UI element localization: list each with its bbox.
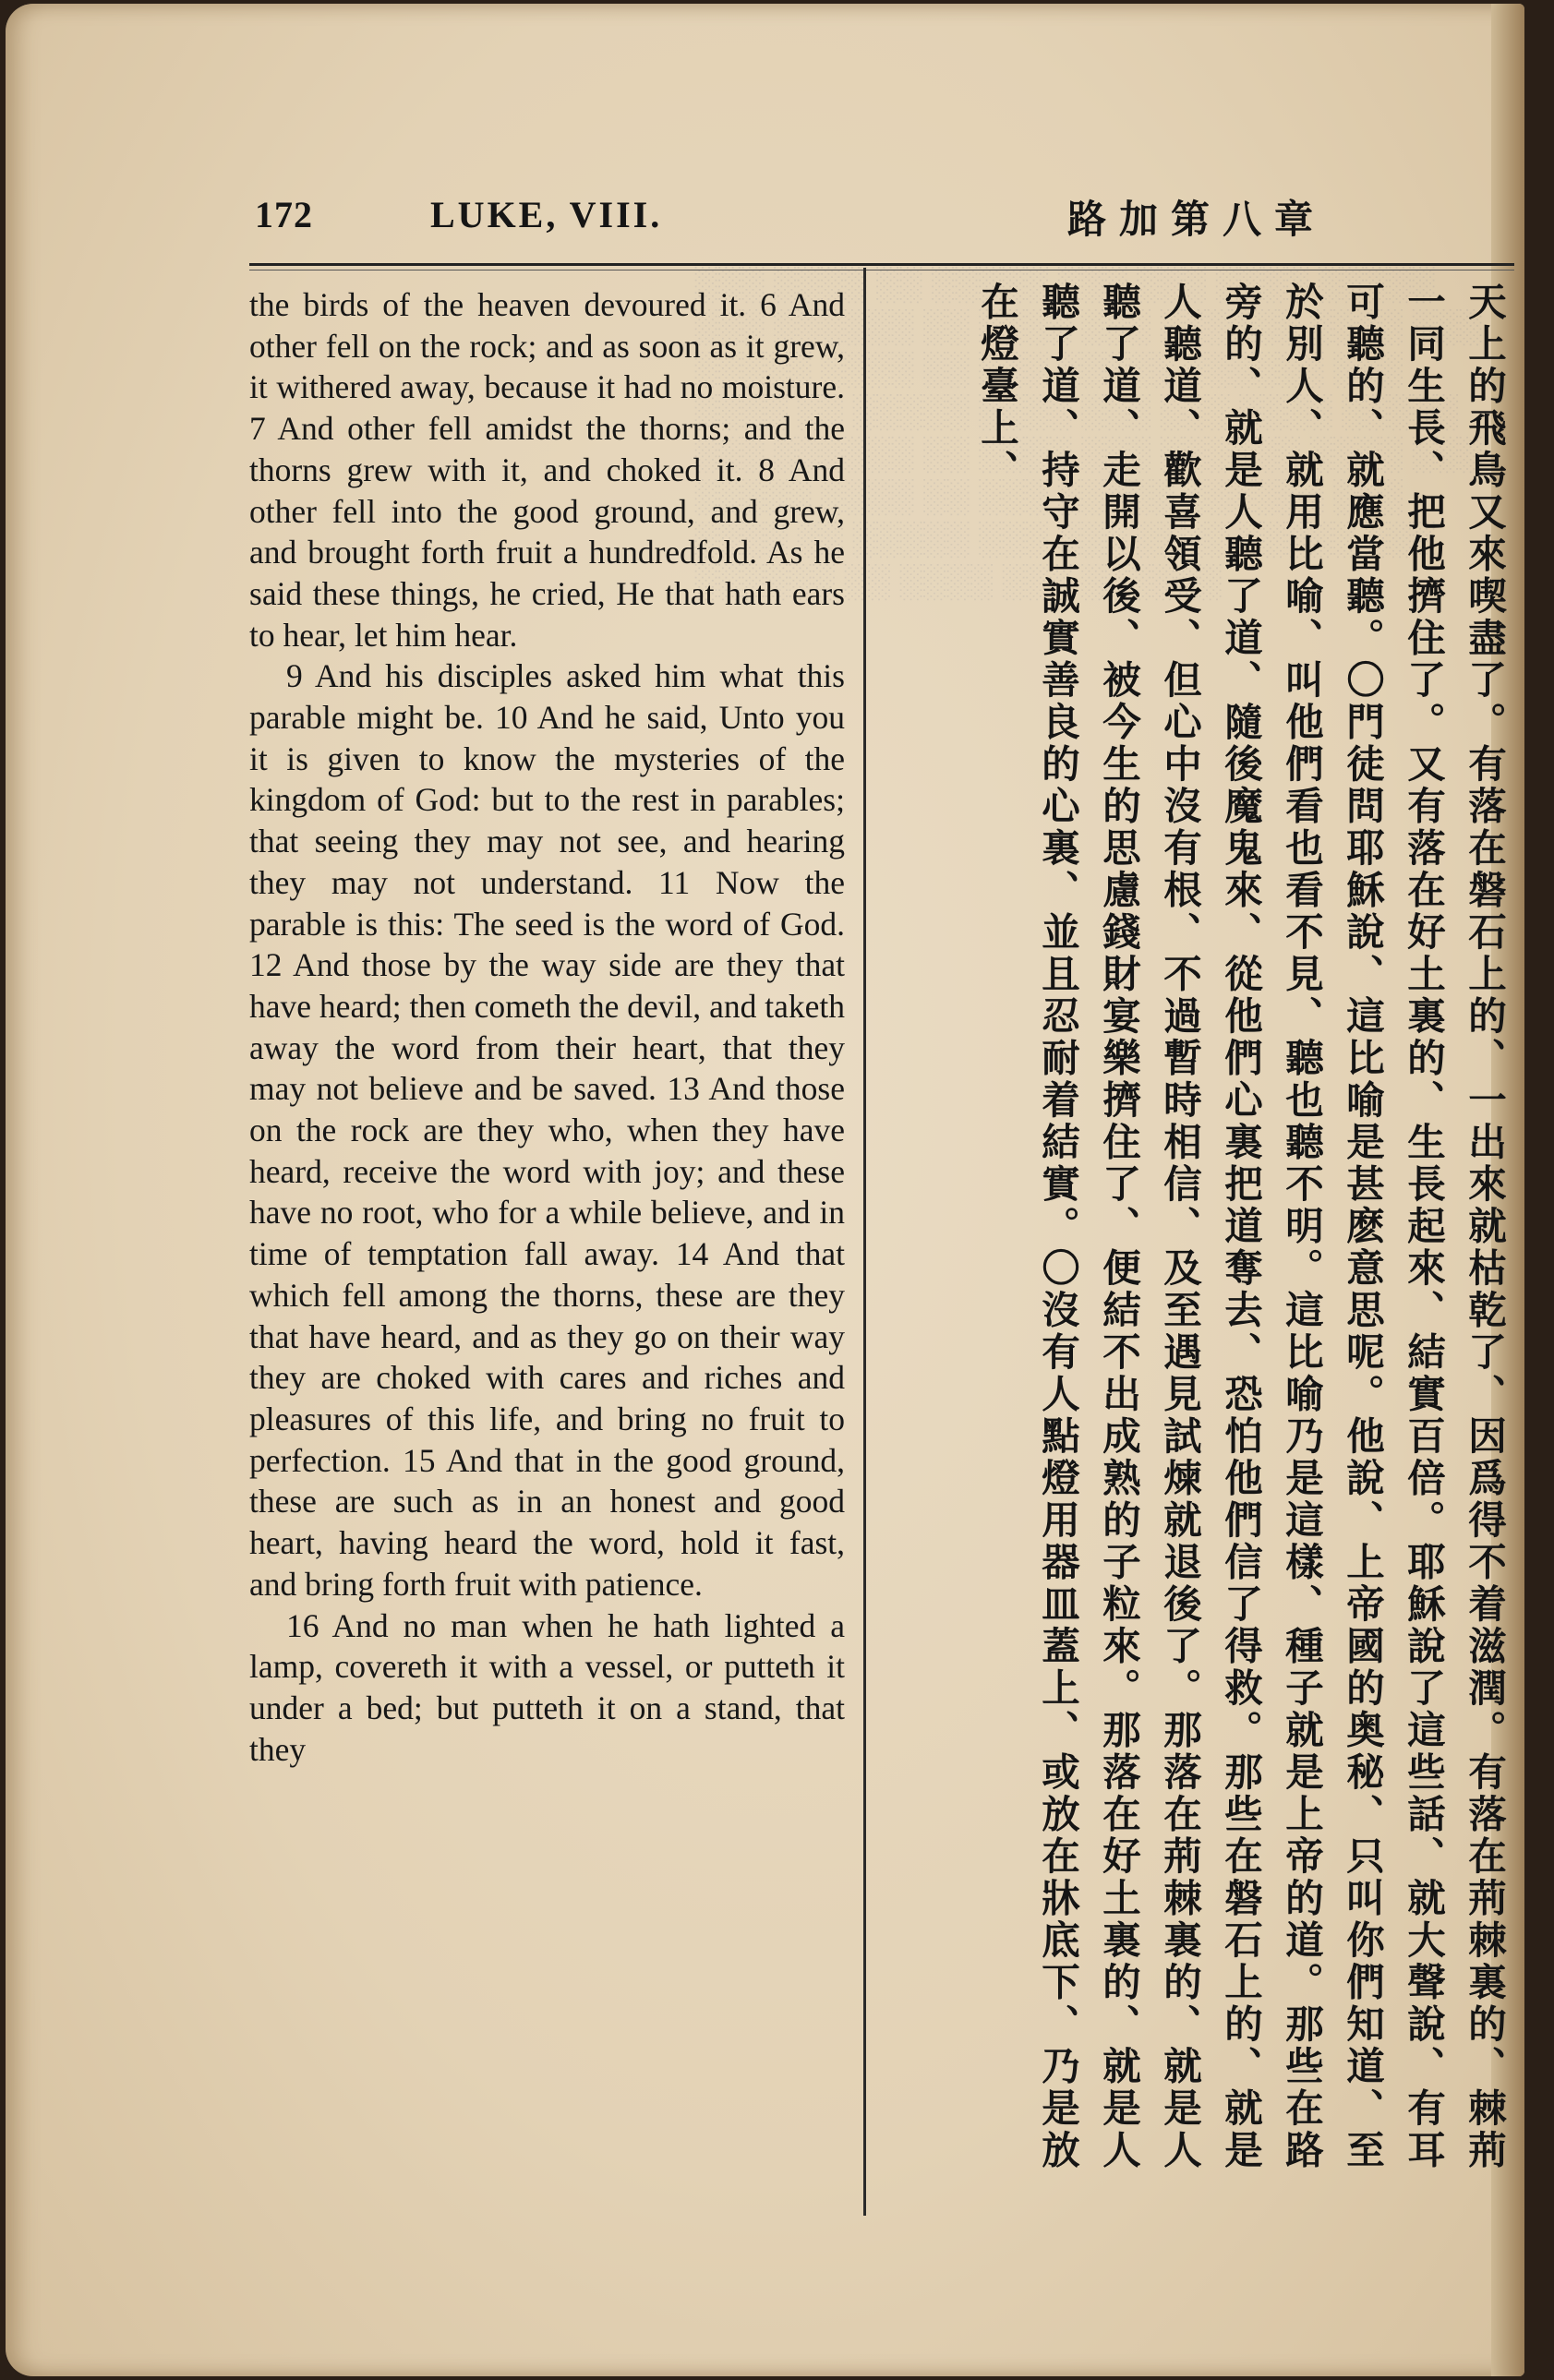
chinese-running-head: 路加第八章 — [1066, 197, 1326, 242]
header-rule — [249, 263, 1514, 266]
chinese-paragraph: 天上的飛鳥又來喫盡了。有落在磐石上的、一出來就枯乾了、因爲得不着滋潤。有落在荊棘裏的、棘荊一同生長、把他擠住了。又有落在好土裏的、生長起來、結實百倍。耶穌說了這些話、就大聲說、有耳可聽的、就應當聽。〇門徒問耶穌說、這比喻是甚麽意思呢。他說、上帝國的奥秘、只叫你們知道、至於別人、就用比喻、叫他們看也看不見、聽也聽不明。這比喻乃是這樣、種子就是上帝的道。那些在路旁的、就是人聽了道、隨後魔鬼來、從他們心裏把道奪去、恐怕他們信了得救。那些在磐石上的、就是人聽道、歡喜領受、但心中沒有根、不過暫時相信、及至遇見試煉就退後了。那落在荊棘裏的、就是人聽了道、走開以後、被今生的思慮錢財宴樂擠住了、便結不出成熟的子粒來。那落在好土裏的、就是人聽了道、持守在誠實善良的心裏、並且忍耐着結實。〇沒有人點燈用器皿蓋上、或放在牀底下、乃是放在燈臺上、 — [974, 282, 1507, 2172]
chinese-text-column — [882, 282, 1514, 2202]
column-divider — [863, 268, 866, 2216]
bleed-through-text: ░░░ ░░░░ ░░ ░░░░░ ░░░ ░░░ ░░░░ ░░░░░ ░░░ ░░░░░░ ░░ ░░░░ ░░░ ░░░░░░ ░░░░ ░░░ ░░░░░ ░░░░ ░░ ░░░ ░░░░░ ░░░░░░ ░░░ ░░░░ ░░ ░░░░░ ░░░░ ░░░ ░░░ ░░░░ ░░░░░ ░░░ ░░░░░░ ░░ ░░░░ ░░░ ░░░░░░ ░░░░ ░░░ ░░░░░ ░░░░ ░░ ░░░ ░░░░░ ░░░░░░ ░░░ ░░░░ ░░ ░░░░░ ░░░ ░░░ ░░░░ ░░░░░ ░░░ ░░░░░░ ░░ ░░░░ ░░░ ░░░░░░ — [693, 265, 1482, 599]
english-paragraph: 9 And his disciples asked him what this parable might be. 10 And he said, Unto you it is given to know the mysteries of the kingdom of God: but to the rest in parables; that seeing they may not see, and hearing they may not understand. 11 Now the parable is this: The seed is the word of God. 12 And those by the way side are they that have heard; then cometh the devil, and taketh away the word from their heart, that they may not believe and be saved. 13 And those on the rock are they who, when they have heard, receive the word with joy; and these have no root, who for a while believe, and in time of temptation fall away. 14 And that which fell among the thorns, these are they that have heard, and as they go on their way they are choked with cares and riches and pleasures of this life, and bring no fruit to perfection. 15 And that in the good ground, these are such as in an honest and good heart, having heard the word, hold it fast, and bring forth fruit with patience. — [249, 657, 845, 1603]
page-number: 172 — [255, 194, 313, 235]
running-head: LUKE, VIII. — [430, 194, 663, 235]
english-paragraph: the birds of the heaven devoured it. 6 And other fell on the rock; and as soon as it grew, it withered away, because it had no moisture. 7 And other fell amidst the thorns; and the thorns grew with it, and choked it. 8 And other fell into the good ground, and grew, and brought forth fruit a hundredfold. As he said these things, he cried, He that hath ears to hear, let him hear. — [249, 286, 845, 654]
page-header — [255, 193, 1326, 258]
english-paragraph: 16 And no man when he hath lighted a lamp, covereth it with a vessel, or putteth it under a bed; but putteth it on a stand, that they — [249, 1606, 845, 1768]
english-text-column — [249, 284, 845, 2214]
